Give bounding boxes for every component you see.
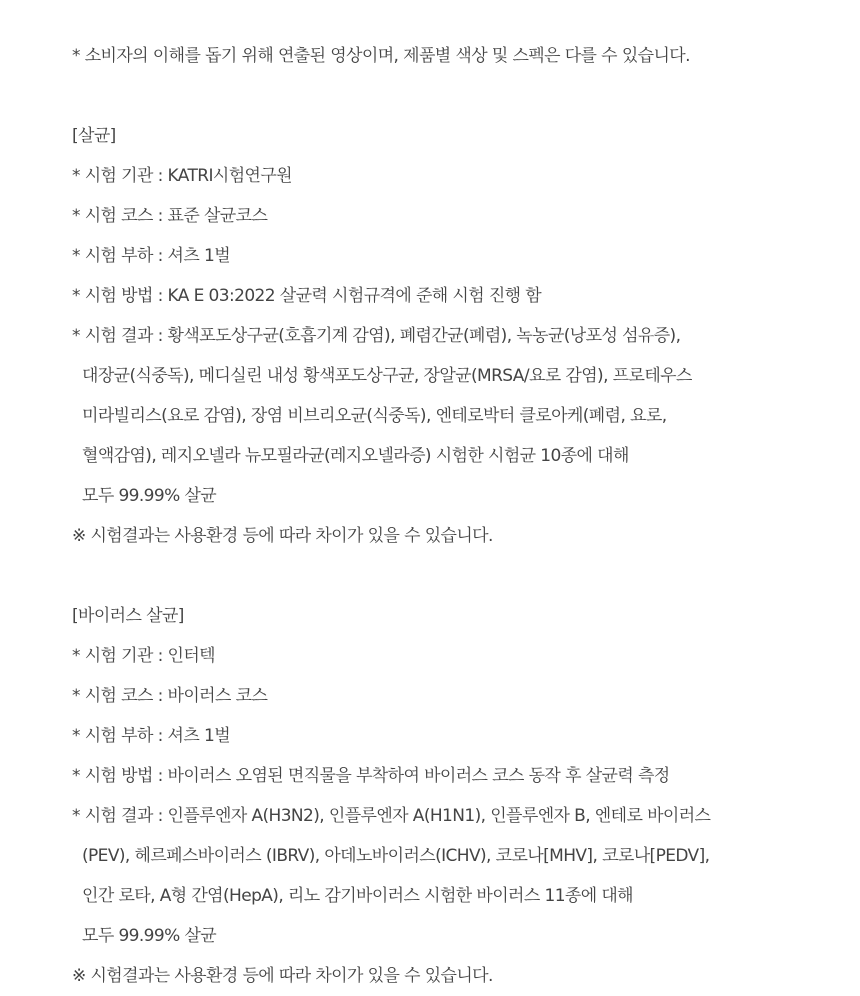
antibacterial-section — [72, 116, 852, 556]
test-result-line: * 시험 결과 : 황색포도상구균(호흡기계 감염), 폐렴간균(폐렴), 녹농균(낭포성 섬유증), — [72, 326, 681, 346]
test-result-line: 인간 로타, A형 간염(HepA), 리노 감기바이러스 시험한 바이러스 11종에 대해 — [82, 886, 634, 906]
notice-text: * 소비자의 이해를 돕기 위해 연출된 영상이며, 제품별 색상 및 스펙은 다를 수 있습니다. — [72, 46, 690, 66]
antiviral-section — [72, 596, 852, 996]
section-heading: [바이러스 살균] — [72, 606, 184, 626]
test-institution: * 시험 기관 : KATRI시험연구원 — [72, 166, 293, 186]
spacer — [72, 556, 852, 596]
test-course: * 시험 코스 : 표준 살균코스 — [72, 206, 268, 226]
test-load: * 시험 부하 : 셔츠 1벌 — [72, 246, 231, 266]
test-result-line: 모두 99.99% 살균 — [82, 486, 217, 506]
test-result-line: 미라빌리스(요로 감염), 장염 비브리오균(식중독), 엔테로박터 클로아케(폐렴, 요로, — [82, 406, 667, 426]
test-result-line: (PEV), 헤르페스바이러스 (IBRV), 아데노바이러스(ICHV), 코로나[MHV], 코로나[PEDV], — [82, 846, 710, 866]
disclaimer-text: ※ 시험결과는 사용환경 등에 따라 차이가 있을 수 있습니다. — [72, 966, 493, 986]
test-load: * 시험 부하 : 셔츠 1벌 — [72, 726, 231, 746]
test-result-line: 혈액감염), 레지오넬라 뉴모필라균(레지오넬라증) 시험한 시험균 10종에 대해 — [82, 446, 629, 466]
test-institution: * 시험 기관 : 인터텍 — [72, 646, 215, 666]
section-heading: [살균] — [72, 126, 116, 146]
test-result-line: 대장균(식중독), 메디실린 내성 황색포도상구균, 장알균(MRSA/요로 감염), 프로테우스 — [82, 366, 692, 386]
test-info-document — [72, 0, 852, 996]
test-result-line: 모두 99.99% 살균 — [82, 926, 217, 946]
test-result-line: * 시험 결과 : 인플루엔자 A(H3N2), 인플루엔자 A(H1N1), 인플루엔자 B, 엔테로 바이러스 — [72, 806, 711, 826]
spacer — [72, 76, 852, 116]
test-course: * 시험 코스 : 바이러스 코스 — [72, 686, 268, 706]
disclaimer-text: ※ 시험결과는 사용환경 등에 따라 차이가 있을 수 있습니다. — [72, 526, 493, 546]
test-method: * 시험 방법 : 바이러스 오염된 면직물을 부착하여 바이러스 코스 동작 후 살균력 측정 — [72, 766, 670, 786]
test-method: * 시험 방법 : KA E 03:2022 살균력 시험규격에 준해 시험 진행 함 — [72, 286, 542, 306]
